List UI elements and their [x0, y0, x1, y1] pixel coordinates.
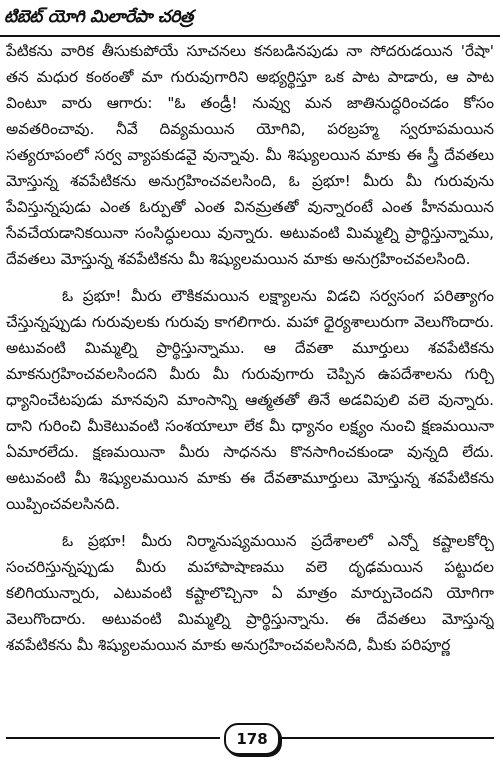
footer-divider-left [6, 737, 220, 739]
book-title: టిబెట్ యోగి మిలారేపా చరిత్ర [4, 7, 194, 27]
page-number: 178 [236, 730, 268, 748]
paragraph-2: ఓ ప్రభూ! మీరు లౌకికమయిన లక్ష్యాలను విడచి సర్వసంగ పరిత్యాగం చేస్తున్నప్పుడు గురువులకు గురువు కాగలిగారు. మహా ధైర్యశాలురుగా వెలుగొందారు. అటువంటి మిమ్మల్ని ప్రార్థిస్తున్నాము. ఆ దేవతా మూర్తులు శవపేటికను మాకనుగ్రహించవలసిందని మీరు మీ గురువుగారు చెప్పిన ఉపదేశాలను గుర్చి ధ్యానించేటపుడు మానవుని మాంసాన్ని ఆత్మతతో తినే అడవిపులి వలె వున్నారు. దాని గురించి మీకెటువంటి సంశయాలూ లేక మీ ధ్యానం లక్ష్యం నుంచి క్షణమయినా ఏమారలేదు. క్షణమయినా మీరు సాధనను కొనసాగించకుండా వున్నది లేదు. అటువంటి మీ శిష్యులమయిన మాకు ఈ దేవతామూర్తులు మోస్తున్న శవపేటికను యిప్పించవలసినది. [6, 287, 494, 513]
page-footer [0, 715, 500, 755]
body-text [6, 38, 494, 698]
header-divider [0, 35, 500, 37]
footer-divider-right [280, 737, 494, 739]
running-header [4, 4, 232, 34]
paragraph-1: పేటికను వారిక తీసుకుపోయే సూచనలు కనబడినపుడు నా సోదరుడయిన 'రేషా' తన మధుర కంఠంతో మా గురువుగారిని అభ్యర్థిస్తూ ఒక పాట పాడారు, ఆ పాట వింటూ వారు ఆగారు: "ఓ తండ్రీ! నువ్వు మన జాతినుద్ధరించడం కోసం అవతరించావు. నీవే దివ్యమయిన యోగివి, పరబ్రహ్మ స్వరూపమయిన సత్యరూపంలో సర్వ వ్యాపకుడవై వున్నావు. మీ శిష్యులయిన మాకు ఈ స్త్రీ దేవతలు మోస్తున్న శవపేటికను అనుగ్రహించవలసింది, ఓ ప్రభూ! మీరు మీ గురువును పేవిస్తున్నపుడు ఎంత ఓర్పుతో ఎంత వినమ్రతతో వున్నారంటే ఎంత హీనమయిన సేవచేయడానికయినా సంసిద్ధులయి వున్నారు. అటువంటి మిమ్మల్ని ప్రార్థిస్తున్నాము, దేవతలు మోస్తున్న శవపేటికను మీ శిష్యులమయిన మాకు అనుగ్రహించవలసింది. [6, 42, 494, 268]
paragraph-3: ఓ ప్రభూ! మీరు నిర్మానుష్యమయిన ప్రదేశాలలో ఎన్నో కష్టాలకోర్చి సంచరిస్తున్నప్పుడు మీరు మహాపాషాణము వలె దృఢమయిన పట్టుదల కలిగియున్నారు, ఎటువంటి కష్టాలొచ్చినా ఏ మాత్రం మార్పుచెందని యోగిగా వెలుగొందారు. అటువంటి మిమ్మల్ని ప్రార్థిస్తున్నాను. ఈ దేవతలు మోస్తున్న శవపేటికను మీ శిష్యులమయిన మాకు అనుగ్రహించవలసినది, మీకు పరిపూర్ణ [6, 532, 494, 654]
page-number-badge [224, 723, 280, 755]
